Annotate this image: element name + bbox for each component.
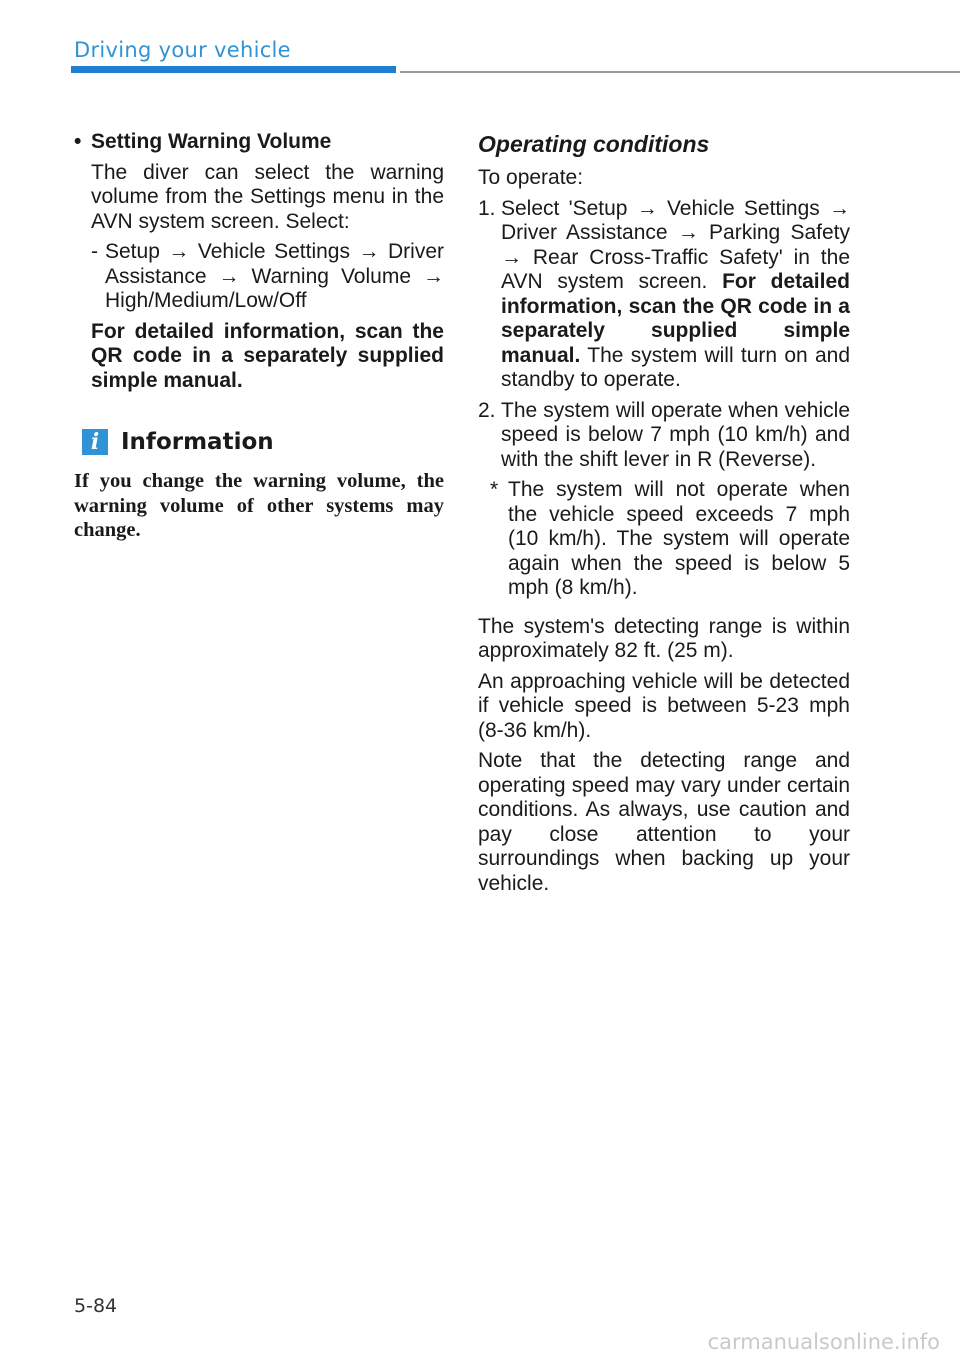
right-column [478,130,850,896]
note-asterisk: * [490,478,499,501]
step-2 [478,399,850,473]
watermark: carmanualsonline.info [707,1330,940,1354]
detecting-range-paragraph: The system's detecting range is within approximately 82 ft. (25 m). [478,614,850,662]
operating-conditions-title: Operating conditions [478,131,710,157]
step-number: 2. [478,398,496,422]
warning-volume-intro: The diver can select the warning volume from the Settings menu in the AVN system screen. Select: [91,160,444,233]
step-1-tail: The system will turn on and standby to operate. [501,343,850,391]
step-1-qr-note: For detailed information, scan the QR code in a separately supplied simple manual. [501,270,850,367]
header-accent-bar [71,66,396,73]
step-number: 1. [478,196,496,220]
step-1-text [501,197,850,393]
bullet-heading [74,130,444,155]
information-heading [74,429,444,455]
left-column [74,130,444,543]
menu-path-item [91,240,444,314]
header-rule [400,71,960,73]
approaching-vehicle-paragraph: An approaching vehicle will be detected if vehicle speed is between 5-23 mph (8-36 km/h). [478,669,850,742]
speed-note-text: The system will not operate when the vehicle speed exceeds 7 mph (10 km/h). The system will operate again when the speed is below 5 mph (8 km/h). [508,478,850,599]
section-header-title: Driving your vehicle [74,38,291,62]
caution-paragraph: Note that the detecting range and operating speed may vary under certain conditions. As always, use caution and pay close attention to your surroundings when backing up your vehicle. [478,749,850,895]
to-operate-label: To operate: [478,166,584,189]
qr-note: For detailed information, scan the QR code in a separately supplied simple manual. [91,319,444,392]
bullet-dot: • [74,130,82,153]
bullet-title: Setting Warning Volume [91,130,332,153]
information-text: If you change the warning volume, the warning volume of other systems may change. [74,470,444,541]
page-number: 5-84 [74,1295,118,1317]
step-1 [478,197,850,393]
info-icon: i [82,429,108,455]
speed-note [478,478,850,601]
step-2-text: The system will operate when vehicle speed is below 7 mph (10 km/h) and with the shift lever in R (Reverse). [501,398,850,471]
information-title: Information [121,429,274,455]
step-1-path: Select 'Setup → Vehicle Settings → Driver Assistance → Parking Safety → Rear Cross-Traffic Safety' in the AVN system screen. [501,196,850,293]
menu-path-text: Setup → Vehicle Settings → Driver Assistance → Warning Volume → High/Medium/Low/Off [105,240,444,312]
dash-marker: - [91,240,98,263]
